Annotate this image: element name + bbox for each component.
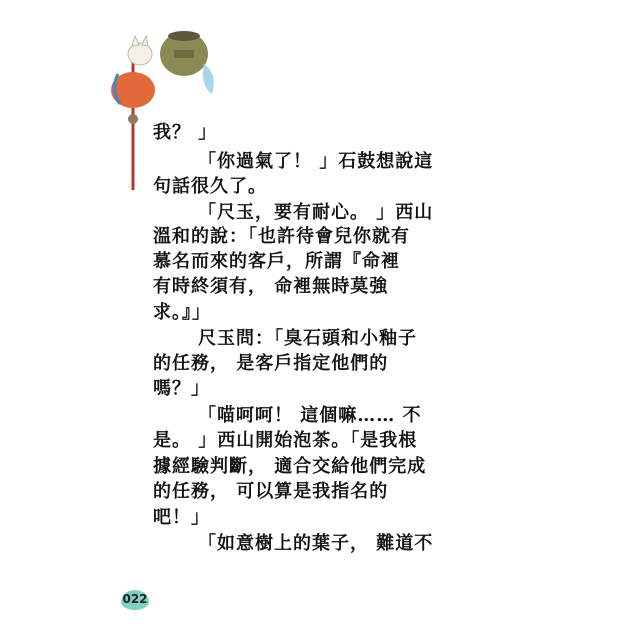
text-line: 嗎？」 (153, 378, 210, 399)
text-line: 的任務， 是客戶指定他們的 (153, 353, 389, 374)
text-line: 求。』」 (153, 302, 211, 323)
text-line: 「如意樹上的葉子， 難道不 (198, 533, 434, 554)
text-line: 我？ 」 (153, 122, 218, 143)
text-line: 尺玉問：「臭石頭和小釉子 (198, 328, 417, 349)
text-line: 溫和的說：「也許待會兒你就有 (153, 226, 410, 247)
text-line: 的任務， 可以算是我指名的 (153, 481, 389, 502)
page-number: 022 (122, 592, 148, 606)
text-line: 「你過氣了！ 」石鼓想說這 (198, 151, 434, 172)
text-line: 「喵呵呵！ 這個嘛…… 不 (198, 405, 422, 426)
text-line: 是。 」西山開始泡茶。「是我根 (153, 430, 418, 451)
text-line: 「尺玉，要有耐心。 」西山 (198, 202, 434, 223)
text-line: 句話很久了。 (153, 176, 267, 197)
text-line: 吧！」 (153, 507, 210, 528)
text-line: 有時終須有， 命裡無時莫強 (153, 276, 389, 297)
text-line: 慕名而來的客戶，所謂『命裡 (153, 251, 400, 272)
text-line: 據經驗判斷， 適合交給他們完成 (153, 456, 427, 477)
